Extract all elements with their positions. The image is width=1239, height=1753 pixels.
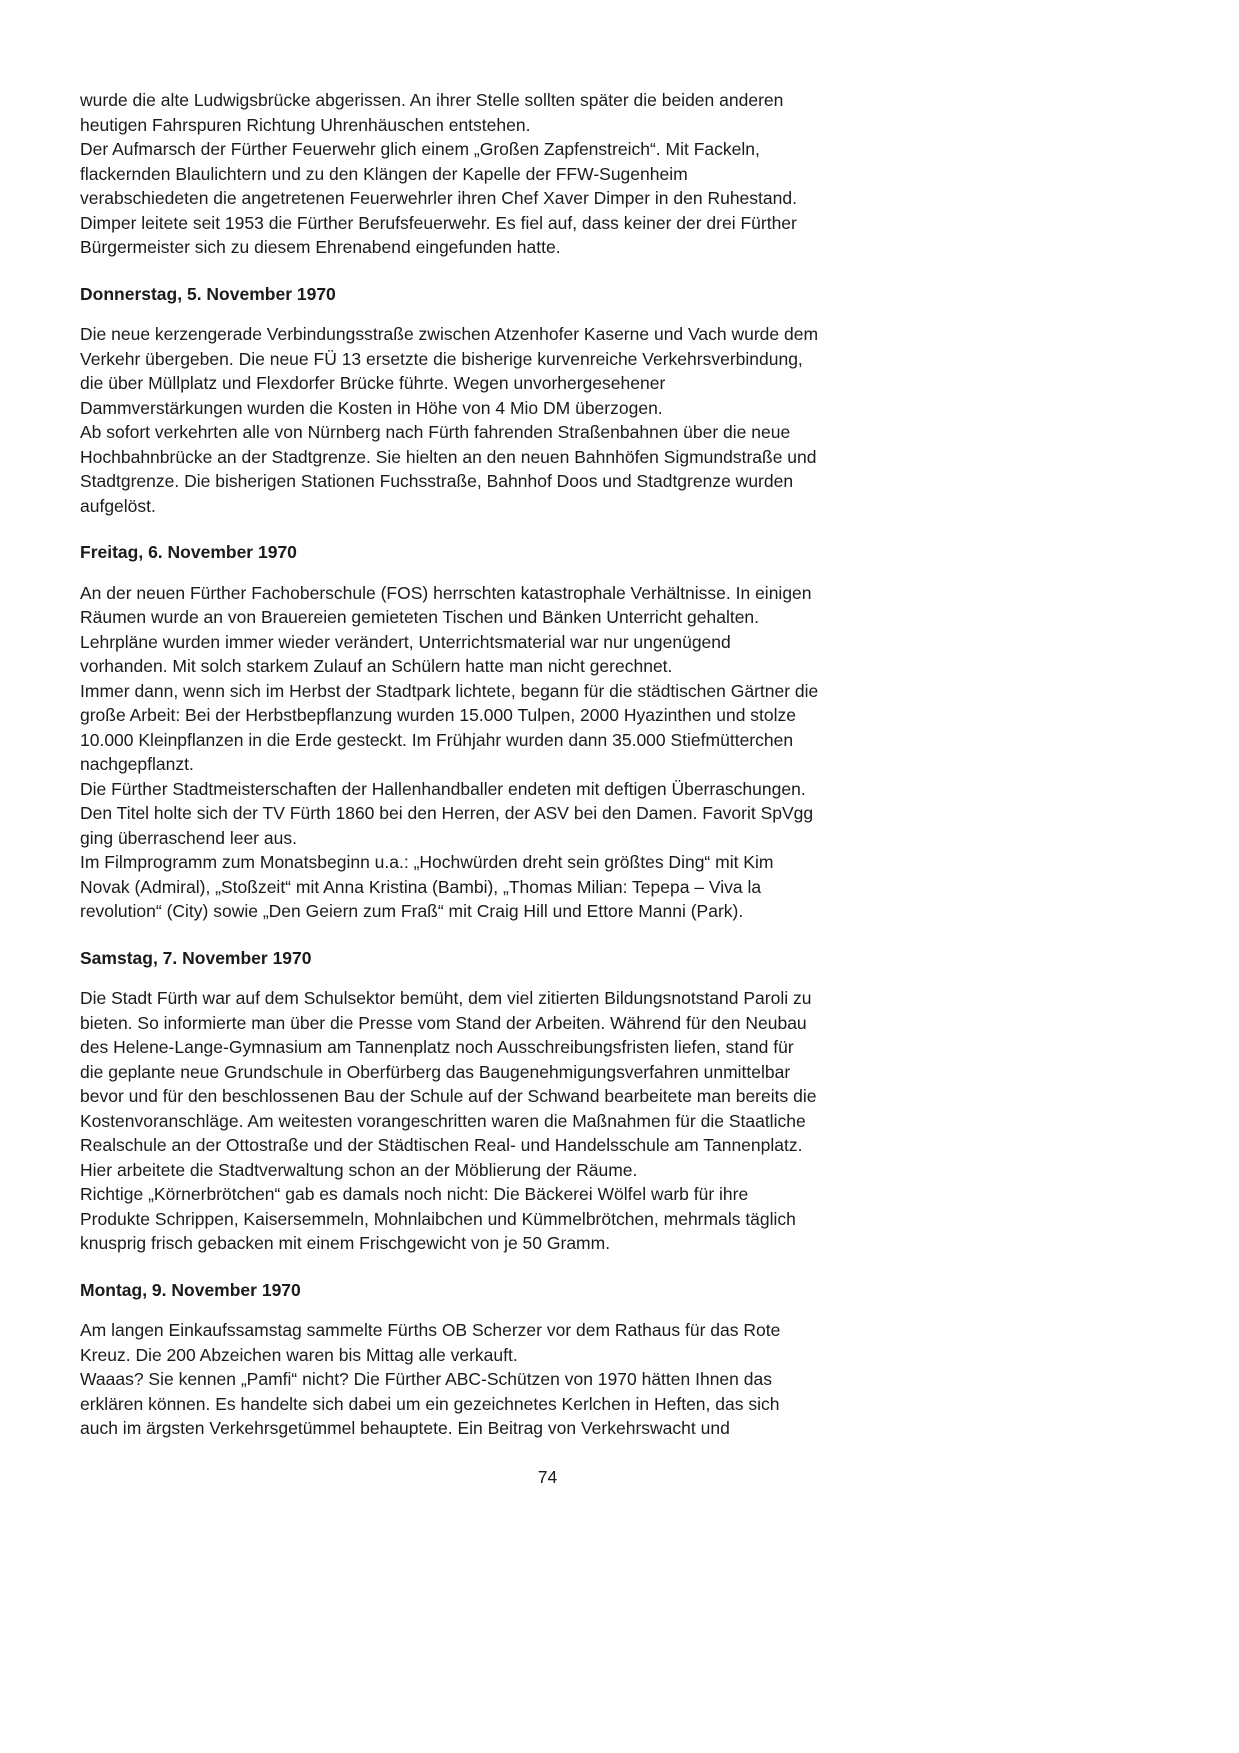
text-line: Stadtgrenze. Die bisherigen Stationen Fuchsstraße, Bahnhof Doos und Stadtgrenze wurden — [80, 471, 794, 491]
text-line: Immer dann, wenn sich im Herbst der Stadtpark lichtete, begann für die städtischen Gärtner die — [80, 680, 819, 701]
text-line: Dimper leitete seit 1953 die Fürther Berufsfeuerwehr. Es fiel auf, dass keiner der drei Fürther — [80, 212, 797, 233]
text-line: An der neuen Fürther Fachoberschule (FOS) herrschten katastrophale Verhältnisse. In einigen — [80, 582, 812, 603]
paragraph — [80, 986, 1015, 1256]
text-line: Am langen Einkaufssamstag sammelte Fürths OB Scherzer vor dem Rathaus für das Rote — [80, 1320, 781, 1340]
text-line: Richtige „Körnerbrötchen“ gab es damals noch nicht: Die Bäckerei Wölfel warb für ihre — [80, 1184, 749, 1204]
section-heading — [80, 540, 1015, 565]
text-line: wurde die alte Ludwigsbrücke abgerissen. An ihrer Stelle sollten später die beiden anderen — [80, 90, 784, 110]
text-line: die über Müllplatz und Flexdorfer Brücke führte. Wegen unvorhergesehener — [80, 373, 666, 393]
text-line: auch im ärgsten Verkehrsgetümmel behauptete. Ein Beitrag von Verkehrswacht und — [80, 1418, 730, 1438]
text-line: Hier arbeitete die Stadtverwaltung schon an der Möblierung der Räume. — [80, 1159, 638, 1180]
text-line: Produkte Schrippen, Kaisersemmeln, Mohnlaibchen und Kümmelbrötchen, mehrmals täglich — [80, 1208, 796, 1229]
paragraph — [80, 1318, 1015, 1441]
paragraph — [80, 88, 1015, 260]
text-line: Im Filmprogramm zum Monatsbeginn u.a.: „Hochwürden dreht sein größtes Ding“ mit Kim — [80, 852, 774, 872]
text-line: des Helene-Lange-Gymnasium am Tannenplatz noch Ausschreibungsfristen liefen, stand für — [80, 1037, 794, 1057]
text-line: Ab sofort verkehrten alle von Nürnberg nach Fürth fahrenden Straßenbahnen über die neue — [80, 422, 791, 442]
text-line: Die Stadt Fürth war auf dem Schulsektor bemüht, dem viel zitierten Bildungsnotstand Paroli zu — [80, 988, 812, 1008]
text-line: nachgepflanzt. — [80, 754, 194, 774]
text-line: knusprig frisch gebacken mit einem Frischgewicht von je 50 Gramm. — [80, 1233, 611, 1253]
text-line: erklären können. Es handelte sich dabei um ein gezeichnetes Kerlchen in Heften, das sich — [80, 1393, 780, 1414]
text-line: Den Titel holte sich der TV Fürth 1860 bei den Herren, der ASV bei den Damen. Favorit SpVgg — [80, 803, 814, 823]
text-line: Freitag, 6. November 1970 — [80, 542, 297, 562]
text-line: Räumen wurde an von Brauereien gemieteten Tischen und Bänken Unterricht gehalten. — [80, 607, 760, 627]
page-number: 74 — [537, 1466, 558, 1487]
text-line: Der Aufmarsch der Fürther Feuerwehr glich einem „Großen Zapfenstreich“. Mit Fackeln, — [80, 139, 760, 159]
text-line: Novak (Admiral), „Stoßzeit“ mit Anna Kristina (Bambi), „Thomas Milian: Tepepa – Viva la — [80, 876, 762, 897]
text-line: Samstag, 7. November 1970 — [80, 947, 312, 968]
text-line: Hochbahnbrücke an der Stadtgrenze. Sie hielten an den neuen Bahnhöfen Sigmundstraße und — [80, 446, 817, 467]
text-line: flackernden Blaulichtern und zu den Klängen der Kapelle der FFW-Sugenheim — [80, 163, 688, 184]
text-line: große Arbeit: Bei der Herbstbepflanzung wurden 15.000 Tulpen, 2000 Hyazinthen und stolze — [80, 705, 797, 725]
section-heading — [80, 282, 1015, 307]
text-line: Die Fürther Stadtmeisterschaften der Hallenhandballer endeten mit deftigen Überraschungen. — [80, 778, 806, 799]
text-line: Dammverstärkungen wurden die Kosten in Höhe von 4 Mio DM überzogen. — [80, 397, 663, 418]
paragraph — [80, 322, 1015, 518]
text-line: Die neue kerzengerade Verbindungsstraße zwischen Atzenhofer Kaserne und Vach wurde dem — [80, 324, 819, 344]
text-line: Montag, 9. November 1970 — [80, 1279, 301, 1300]
section-heading — [80, 1278, 1015, 1303]
text-line: ging überraschend leer aus. — [80, 827, 297, 848]
text-line: bieten. So informierte man über die Presse vom Stand der Arbeiten. Während für den Neubau — [80, 1012, 807, 1033]
text-line: 10.000 Kleinpflanzen in die Erde gesteckt. Im Frühjahr wurden dann 35.000 Stiefmütterchen — [80, 729, 794, 750]
document-body — [80, 88, 1015, 1441]
text-line: Kostenvoranschläge. Am weitesten vorangeschritten waren die Maßnahmen für die Staatliche — [80, 1110, 806, 1131]
text-line: Lehrpläne wurden immer wieder verändert, Unterrichtsmaterial war nur ungenügend — [80, 631, 731, 652]
text-line: Verkehr übergeben. Die neue FÜ 13 ersetzte die bisherige kurvenreiche Verkehrsverbindung, — [80, 348, 803, 369]
text-line: heutigen Fahrspuren Richtung Uhrenhäuschen entstehen. — [80, 114, 531, 135]
text-line: Kreuz. Die 200 Abzeichen waren bis Mittag alle verkauft. — [80, 1344, 518, 1365]
text-line: revolution“ (City) sowie „Den Geiern zum Fraß“ mit Craig Hill und Ettore Manni (Park). — [80, 901, 744, 921]
text-line: verabschiedeten die angetretenen Feuerwehrler ihren Chef Xaver Dimper in den Ruhestand. — [80, 188, 797, 208]
section-heading — [80, 946, 1015, 971]
text-line: Donnerstag, 5. November 1970 — [80, 283, 336, 304]
text-line: die geplante neue Grundschule in Oberfürberg das Baugenehmigungsverfahren unmittelbar — [80, 1061, 791, 1082]
text-line: Realschule an der Ottostraße und der Städtischen Real- und Handelsschule am Tannenplatz. — [80, 1135, 803, 1155]
text-line: bevor und für den beschlossenen Bau der Schule auf der Schwand bearbeitete man bereits die — [80, 1086, 817, 1106]
text-line: Bürgermeister sich zu diesem Ehrenabend eingefunden hatte. — [80, 237, 561, 257]
text-line: Waaas? Sie kennen „Pamfi“ nicht? Die Fürther ABC-Schützen von 1970 hätten Ihnen das — [80, 1369, 772, 1389]
paragraph — [80, 581, 1015, 924]
text-line: aufgelöst. — [80, 495, 156, 516]
text-line: vorhanden. Mit solch starkem Zulauf an Schülern hatte man nicht gerechnet. — [80, 656, 673, 676]
